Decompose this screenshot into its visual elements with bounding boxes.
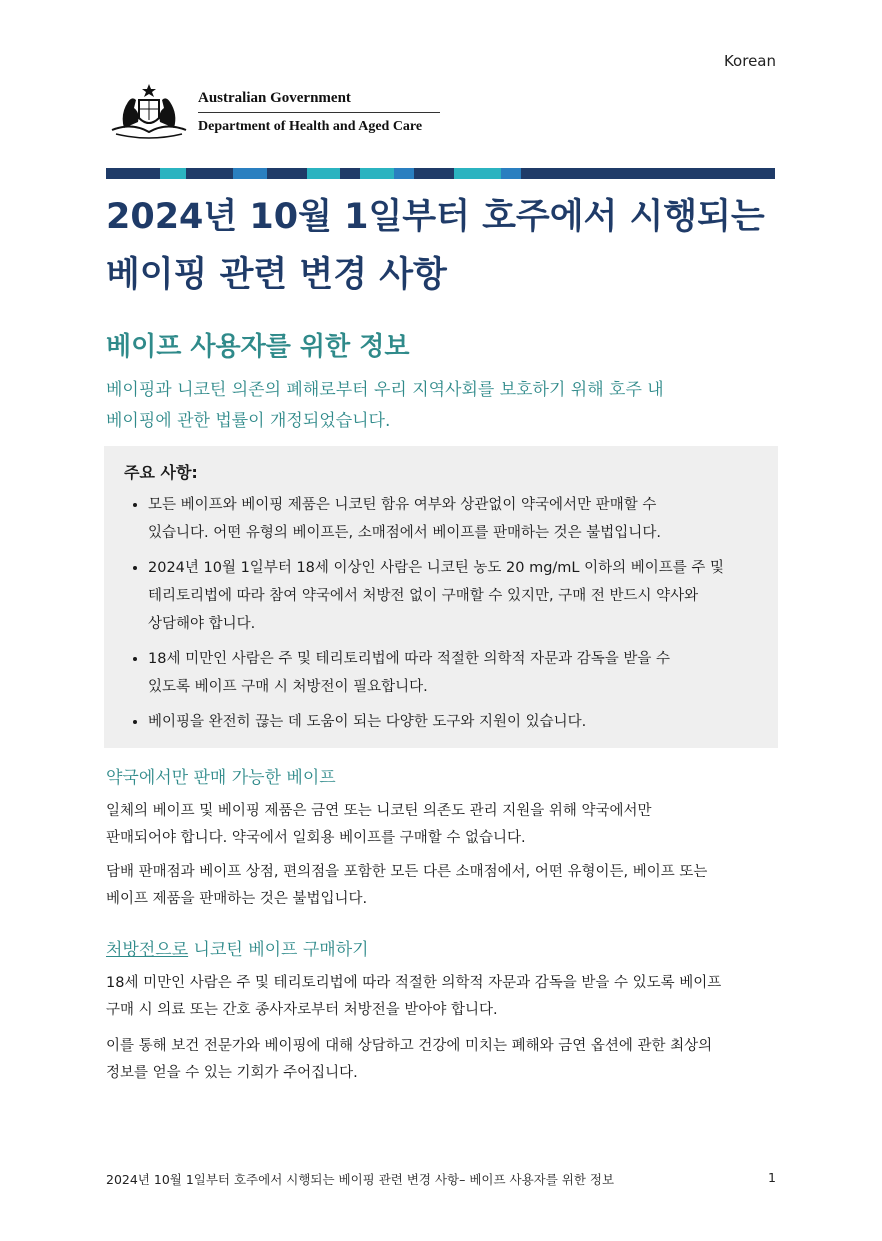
list-item: • 모든 베이프와 베이핑 제품은 니코틴 함유 여부와 상관없이 약국에서만 판매할 수 있습니다. 어떤 유형의 베이프든, 소매점에서 베이프를 판매하는 것은 불법입니다. [148, 491, 758, 547]
section1-paragraph-1: 일체의 베이프 및 베이핑 제품은 금연 또는 니코틴 의존도 관리 지원을 위해 약국에서만 판매되어야 합니다. 약국에서 일회용 베이프를 구매할 수 없습니다. [106, 803, 652, 846]
language-label: Korean [723, 52, 776, 70]
department-name: Department of Health and Aged Care [198, 118, 423, 134]
intro-paragraph: 베이핑과 니코틴 의존의 폐해로부터 우리 지역사회를 보호하기 위해 호주 내 베이핑에 관한 법률이 개정되었습니다. [106, 380, 664, 431]
footer-text: 2024년 10월 1일부터 호주에서 시행되는 베이핑 관련 변경 사항– 베이프 사용자를 위한 정보 [106, 1172, 615, 1187]
government-name: Australian Government [198, 90, 440, 113]
section-heading-pharmacy: 약국에서만 판매 가능한 베이프 [106, 768, 336, 788]
page-title: 2024년 10월 1일부터 호주에서 시행되는 베이핑 관련 변경 사항 [106, 197, 765, 295]
list-item: • 2024년 10월 1일부터 18세 이상인 사람은 니코틴 농도 20 mg/mL 이하의 베이프를 주 및 테리토리법에 따라 참여 약국에서 처방전 없이 구매할 수 있지만, 구매 전 반드시 약사와 상담해야 합니다. [148, 554, 758, 638]
page-footer [106, 1170, 776, 1188]
section2-paragraph-1: 18세 미만인 사람은 주 및 테리토리법에 따라 적절한 의학적 자문과 감독을 받을 수 있도록 베이프 구매 시 의료 또는 간호 종사자로부터 처방전을 받아야 합니다. [106, 975, 722, 1018]
coat-of-arms-icon [106, 82, 192, 142]
header-stripe [106, 168, 775, 179]
key-points-box [104, 446, 778, 748]
heading-link[interactable]: 처방전으로 [106, 940, 189, 960]
section2-paragraph-2: 이를 통해 보건 전문가와 베이핑에 대해 상담하고 건강에 미치는 폐해와 금연 옵션에 관한 최상의 정보를 얻을 수 있는 기회가 주어집니다. [106, 1038, 713, 1081]
government-logo [106, 82, 440, 142]
page-number: 1 [768, 1170, 776, 1185]
key-points-list [124, 491, 758, 736]
list-item: • 18세 미만인 사람은 주 및 테리토리법에 따라 적절한 의학적 자문과 감독을 받을 수 있도록 베이프 구매 시 처방전이 필요합니다. [148, 645, 758, 701]
list-item: • 베이핑을 완전히 끊는 데 도움이 되는 다양한 도구와 지원이 있습니다. [148, 708, 758, 736]
key-points-title: 주요 사항: [124, 463, 198, 482]
section1-paragraph-2: 담배 판매점과 베이프 상점, 편의점을 포함한 모든 다른 소매점에서, 어떤 유형이든, 베이프 또는 베이프 제품을 판매하는 것은 불법입니다. [106, 864, 708, 907]
page-subtitle: 베이프 사용자를 위한 정보 [106, 332, 410, 362]
section-heading-prescription: 처방전으로 니코틴 베이프 구매하기 [106, 940, 369, 960]
